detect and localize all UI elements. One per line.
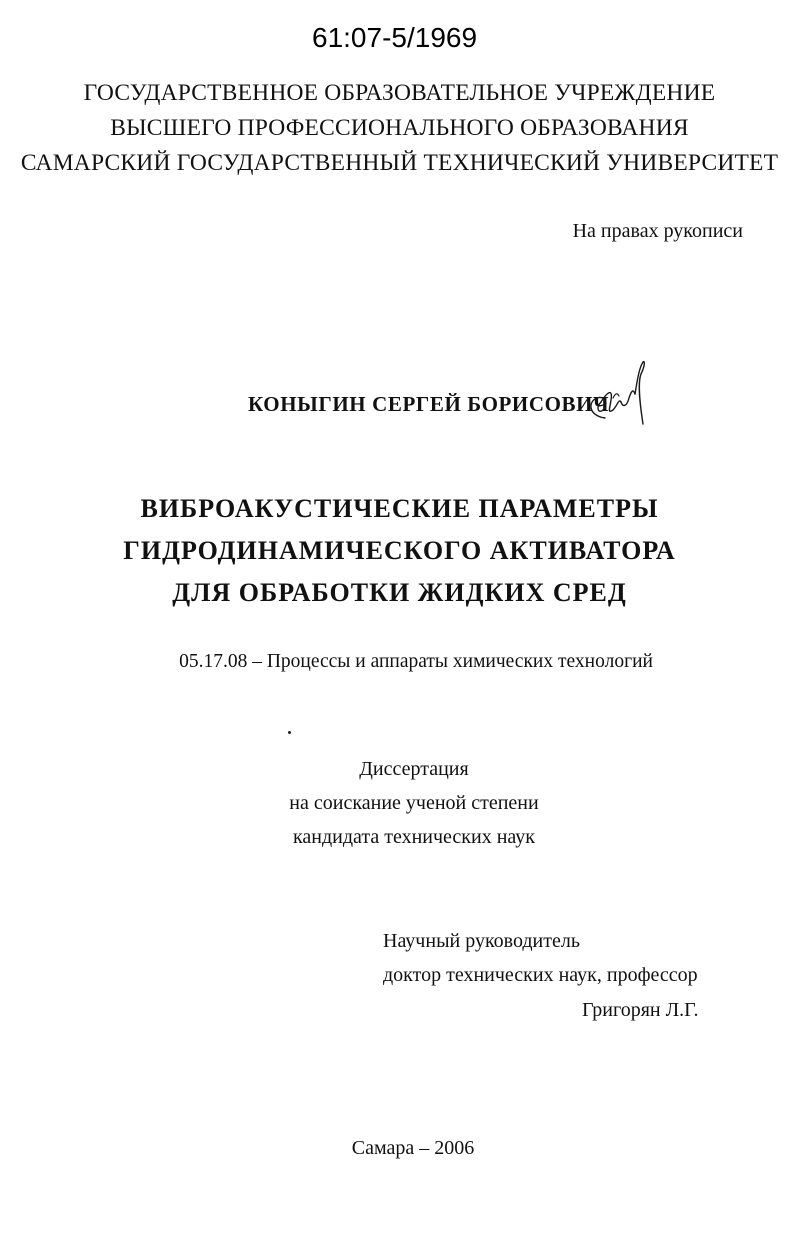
supervisor-role: Научный руководитель xyxy=(383,930,580,952)
city-year: Самара – 2006 xyxy=(351,1137,475,1159)
dissertation-degree-line-1: на соискание ученой степени xyxy=(289,792,539,814)
manuscript-note: На правах рукописи xyxy=(572,220,743,242)
institution-line-3: САМАРСКИЙ ГОСУДАРСТВЕННЫЙ ТЕХНИЧЕСКИЙ УНИВЕРСИТЕТ xyxy=(20,150,779,176)
title-line-2: ГИДРОДИНАМИЧЕСКОГО АКТИВАТОРА xyxy=(123,536,676,565)
title-line-1: ВИБРОАКУСТИЧЕСКИЕ ПАРАМЕТРЫ xyxy=(140,494,659,523)
dissertation-label: Диссертация xyxy=(359,758,469,780)
title-line-3: ДЛЯ ОБРАБОТКИ ЖИДКИХ СРЕД xyxy=(172,578,627,607)
supervisor-name: Григорян Л.Г. xyxy=(582,999,699,1021)
stray-dot xyxy=(288,731,291,734)
dissertation-degree-line-2: кандидата технических наук xyxy=(292,826,536,848)
supervisor-degree: доктор технических наук, профессор xyxy=(383,964,698,986)
institution-line-2: ВЫСШЕГО ПРОФЕССИОНАЛЬНОГО ОБРАЗОВАНИЯ xyxy=(110,115,689,141)
author-name: КОНЫГИН СЕРГЕЙ БОРИСОВИЧ xyxy=(248,392,610,416)
specialty-code: 05.17.08 – Процессы и аппараты химических технологий xyxy=(179,651,653,672)
institution-line-1: ГОСУДАРСТВЕННОЕ ОБРАЗОВАТЕЛЬНОЕ УЧРЕЖДЕНИЕ xyxy=(83,80,716,106)
registration-code: 61:07-5/1969 xyxy=(312,22,478,53)
signature-icon xyxy=(583,358,649,430)
